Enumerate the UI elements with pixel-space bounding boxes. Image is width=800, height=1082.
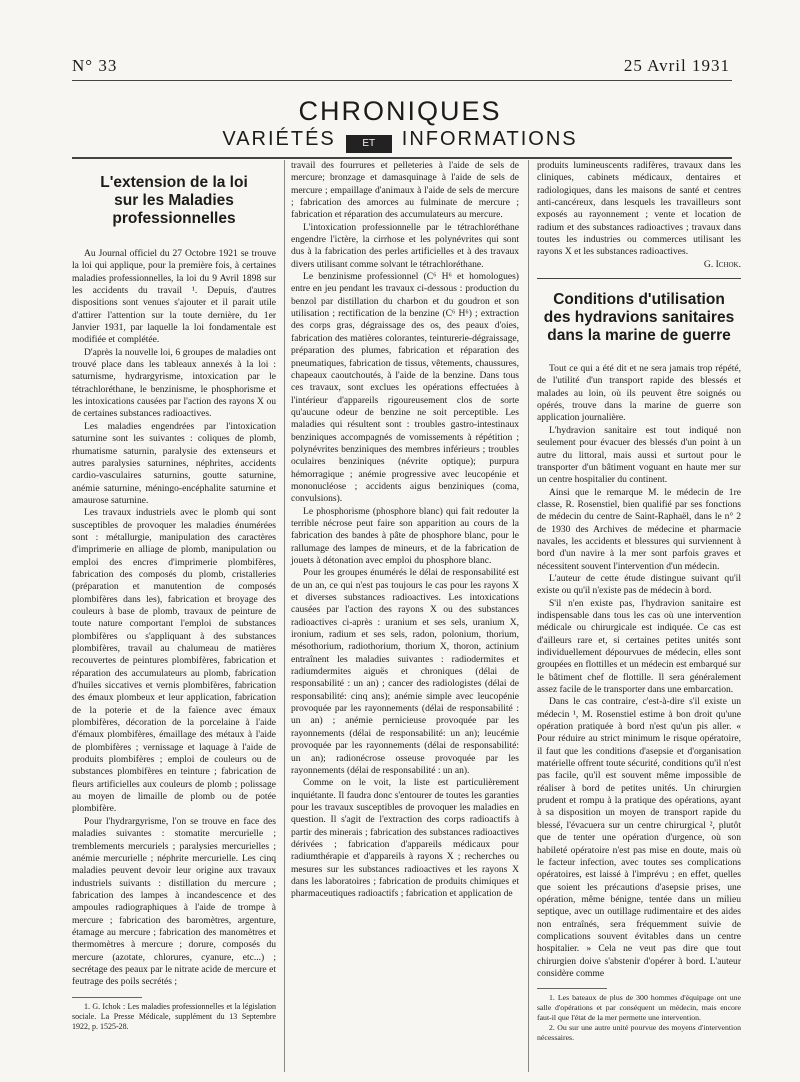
masthead-subtitle xyxy=(0,128,800,153)
paragraph: produits lumineuscents radifères, travaux dans les cliniques, cabinets médicaux, dentaires et radiologiques, dans les maisons de santé et centres anti-cancéreux, dans lesquels les travailleurs sont exposés au rayonnement ; vente et location de radium et des substances radioactives ; travaux dans toutes les industries ou commerces utilisant les rayons X et les substances radioactives. xyxy=(537,160,741,258)
header-rule xyxy=(72,80,732,81)
column-3 xyxy=(528,160,741,1072)
masthead-logo-icon: ET xyxy=(346,135,392,153)
paragraph: Pour l'hydrargyrisme, l'on se trouve en face des maladies suivantes : stomatite mercurielle ; tremblements mercuriels ; paralysies mercurielles ; anémie mercurielle ; néphrite mercurielle. Les cinq maladies peuvent devoir leur origine aux travaux industriels suivants : distillation du mercure ; fabrication des lampes à incandescence et des ampoules radiographiques à l'aide de trompe à mercure ; fabrication des baromètres, argenture, étamage au mercure ; fabrication des manomètres et thermomètres à mercure ; dorure, composés du mercure (azotate, chlorures, cyanure, etc...) ; secrétage des peaux par le nitrate acide de mercure et feutrage des poils secrétés ; xyxy=(72,815,276,988)
paragraph: L'hydravion sanitaire est tout indiqué non seulement pour évacuer des blessés d'un point à un autre du littoral, mais aussi et surtout pour le transporter d'un bâtiment voguant en haute mer sur un centre hospitalier du continent. xyxy=(537,424,741,486)
paragraph: L'auteur de cette étude distingue suivant qu'il existe ou qu'il n'existe pas de médecin à bord. xyxy=(537,572,741,597)
paragraph: L'intoxication professionnelle par le tétrachloréthane engendre l'ictère, la cirrhose et les polynévrites qui sont dus à la fabrication des perles artificielles et à des travaux divers utilisant comme solvant le tétrachloréthane. xyxy=(291,221,519,270)
column-1 xyxy=(72,160,276,1032)
article-2-title-line: dans la marine de guerre xyxy=(547,327,731,345)
paragraph: Le benzinisme professionnel (C⁶ H⁶ et homologues) entre en jeu pendant les travaux ci-dessous : production du benzol par distillation du charbon et du goudron et son utilisation ; rectification de la benzine (C⁶ H⁶) ; extraction des corps gras, dégraissage des os, des peaux d'oies, fabrication des matières colorantes, teinturerie-dégraissage, préparation des plumes, fabrication et réparation des pneumatiques, fabrication de tissus, vêtements, chaussures, chapeaux caoutchoutés, à l'aide de la benzine. Dans tous ces travaux, sont exclues les opérations effectuées à l'intérieur d'appareils rigoureusement clos de sorte qu'aucune odeur de benzine ne soit perceptible. Les maladies qui résultent sont : troubles gastro-intestinaux benziniques accompagnés de vomissements à répétition ; polynévrites benziniques des membres inférieurs ; troubles oculaires benziniques (névrite optique); purpura hémorragique ; anémie progressive avec leucopénie et mononucléose ; accidents aigus benziniques (coma, convulsions). xyxy=(291,271,519,505)
paragraph: Ainsi que le remarque M. le médecin de 1re classe, R. Rosenstiel, bien qualifié par ses fonctions de médecin du centre de Saint-Raphaël, dans le n° 2 de 1930 des Archives de médecine et pharmacie navales, les accidents et blessures qui surviennent à bord d'un navire à la mer sont parfois graves et nécessitent souvent l'intervention d'un médecin. xyxy=(537,486,741,572)
footnote-rule xyxy=(537,988,607,989)
paragraph: Les maladies engendrées par l'intoxication saturnine sont les suivantes : coliques de plomb, rhumatisme saturnin, paralysie des extenseurs et autres paralysies saturnines, néphrites, accidents cardio-vasculaires saturnins, goutte saturnine, anémie saturnine, méningo-encéphalite saturnine et amaurose saturnine. xyxy=(72,420,276,506)
signature: G. Ichok. xyxy=(703,258,741,270)
article-2-title-line: Conditions d'utilisation xyxy=(553,291,725,309)
paragraph: Le phosphorisme (phosphore blanc) qui fait redouter la terrible nécrose peut faire son apparition au cours de la fabrication des bandes à pâte de phosphore blanc, pour le rallumage des lampes de mineurs, et de la fabrication de jouets à détonation avec emploi du phosphore blanc. xyxy=(291,505,519,566)
paragraph: Les travaux industriels avec le plomb qui sont susceptibles de provoquer les maladies énumérées sont : métallurgie, manipulation des caractères d'imprimerie en alliage de plomb, manipulation ou emploi des encres d'imprimerie plombifères, fabrication des composés du plomb, cristalleries (préparation et manutention de composés plombifères dans les), fabrication et broyage des couleurs à base de plomb, travaux de peinture de toute nature comportant l'emploi de substances plombifères ou s'appliquant à des substances plombifères, travail au chalumeau de matières recouvertes de peintures plombifères, fabrication et réparation des accumulateurs au plomb, fabrication d'huiles siccatives et vernis plombifères, fabrication des émaux plombeux et leur application, fabrication de la poterie et de la faïence avec émaux plombifères, décoration de la porcelaine à l'aide d'émaux plombifères, émaillage des métaux à l'aide de plombifères ; vernissage et laquage à l'aide de produits plombifères ; emploi de couleurs ou de substances plombifères en teinture ; fabrication de fleurs artificielles aux couleurs de plomb ; polissage au moyen de limaille de plomb ou de potée plombifère. xyxy=(72,507,276,815)
issue-number: N° 33 xyxy=(72,56,118,75)
article-1-title xyxy=(72,174,276,228)
article-2-title-line: des hydravions sanitaires xyxy=(543,309,735,327)
masthead-sub-right: INFORMATIONS xyxy=(401,128,578,150)
footnote: 1. G. Ichok : Les maladies professionnelles et la législation sociale. La Presse Médicale, supplément du 13 Septembre 1922, p. 1525-28. xyxy=(72,1001,276,1031)
article-separator xyxy=(537,278,741,279)
column-2 xyxy=(284,160,519,1072)
footnote: 2. Ou sur une autre unité pourvue des moyens d'intervention nécessaires. xyxy=(537,1023,741,1043)
paragraph: Tout ce qui a été dit et ne sera jamais trop répété, de l'utilité d'un transport rapide des blessés et malades au loin, où ils peuvent être soignés ou opérés, trouve dans la marine de guerre son application journalière. xyxy=(537,363,741,424)
paragraph: Comme on le voit, la liste est particulièrement inquiétante. Il faudra donc s'entourer de toutes les garanties pour les travaux susceptibles de provoquer les maladies en question. Il s'agit de l'extraction des corps radioactifs à partir des minerais ; fabrication des substances radioactives dérivées ; fabrication d'appareils médicaux pour radiumthérapie et d'appareils à rayons X ; recherches ou mesures sur les substances radioactives et les rayons X dans les laboratoires ; fabrication de produits chimiques et pharmaceutiques radioactifs ; fabrication et application de xyxy=(291,777,519,900)
paragraph: S'il n'en existe pas, l'hydravion sanitaire est indispensable dans tous les cas où une intervention médicale ou chirurgicale est indiquée. Ce cas est d'ailleurs rare et, si certaines petites unités sont individuellement dépourvues de médecin, elles sont groupées en flottilles et un médecin est embarqué sur le bâtiment chef de flottille. Il sera généralement assez facile de le transporter dans une embarcation. xyxy=(537,597,741,696)
paragraph: D'après la nouvelle loi, 6 groupes de maladies ont trouvé place dans les tableaux annexés à la loi : saturnisme, hydrargyrisme, intoxication par le tétrachloréthane, le benzinisme, le phosphorisme et les intoxications causées par l'action des rayons X ou de certaines substances radioactives. xyxy=(72,346,276,420)
article-1-title-line: L'extension de la loi xyxy=(100,174,248,191)
footnote-rule xyxy=(72,997,142,998)
footnote: 1. Les bateaux de plus de 300 hommes d'équipage ont une salle d'opérations et par conséquent un médecin, mais encore faut-il que l'état de la mer permette une intervention. xyxy=(537,993,741,1023)
masthead-title: CHRONIQUES xyxy=(298,96,502,126)
article-1-title-line: sur les Maladies professionnelles xyxy=(112,192,236,227)
masthead-sub-left: VARIÉTÉS xyxy=(222,128,336,150)
paragraph: Au Journal officiel du 27 Octobre 1921 se trouve la loi qui applique, pour la première fois, à certaines maladies professionnelles, la loi du 9 Avril 1898 sur les accidents du travail ¹. Depuis, d'autres dispositions sont venues s'ajouter et il parait utile d'attirer l'attention sur la toute dernière, du 1er Janvier 1931, par laquelle la loi fondamentale est modifiée et complétée. xyxy=(72,248,276,346)
issue-date: 25 Avril 1931 xyxy=(623,56,730,75)
article-2-title xyxy=(537,291,741,345)
paragraph: Dans le cas contraire, c'est-à-dire s'il existe un médecin ¹, M. Rosenstiel estime à bon droit qu'une opération pratiquée à bord n'est qu'un pis aller. « Pour réduire au strict minimum le risque opératoire, il faut que les conditions d'asepsie et d'organisation matérielle offrent toute sécurité, conditions qu'il n'est pas facile, qu'il est souvent même impossible de réaliser à bord de petites unités. Un chirurgien prudent et rompu à la pratique des opérations, ayant à sa disposition un moyen de transport rapide du blessé, l'évacuera sur un centre chirurgical ², plutôt que de tenter une opération d'urgence, où son habileté opératoire n'est pas mise en doute, mais où le facteur infection, avec toutes ses complications opératoires, est laissé à l'imprévu ; en effet, quelles que soient les précautions d'asepsie prises, une opération, même bénigne, tentée dans un milieu septique, avec un outillage rudimentaire et des aides non entraînés, sera fréquemment suivie de complications souvent évitables dans un centre hospitalier. » Cela ne veut pas dire que tout chirurgien doive s'abstenir d'opérer à bord. L'auteur considère comme xyxy=(537,696,741,979)
masthead-rule xyxy=(72,157,732,159)
paragraph: Pour les groupes énumérés le délai de responsabilité est de un an, ce qui n'est pas toujours le cas pour les rayons X et diverses substances radioactives. Les intoxications causées par l'action des rayons X ou des substances radioactives ci-après : uranium et ses sels, uranium X, ironium, radium et ses sels, radon, polonium, thorium, mésothorium, radiothorium, thorium X, thoron, actinium entraînent les maladies suivantes : radiodermites et radiumdermites aiguës et chroniques (délai de responsabilité : un an) ; cancer des radiologistes (délai de responsabilité: cinq ans); anémie simple avec leucopénie provoquée par les rayonnements (délai de responsabilité : un an) ; anémie pernicieuse provoquée par les rayonnements (délai de responsabilité: un an); leucémie provoquée par les rayonnements (délai de responsabilité: un an); radionécrose osseuse provoquée par les rayonnements (délai de responsabilité : un an). xyxy=(291,567,519,776)
paragraph: travail des fourrures et pelleteries à l'aide de sels de mercure; bronzage et damasquinage à l'aide de sels de mercure ; empaillage d'animaux à l'aide de sels de mercure ; fabrication des amorces au fulminate de mercure ; fabrication et réparation des accumulateurs au mercure. xyxy=(291,160,519,221)
